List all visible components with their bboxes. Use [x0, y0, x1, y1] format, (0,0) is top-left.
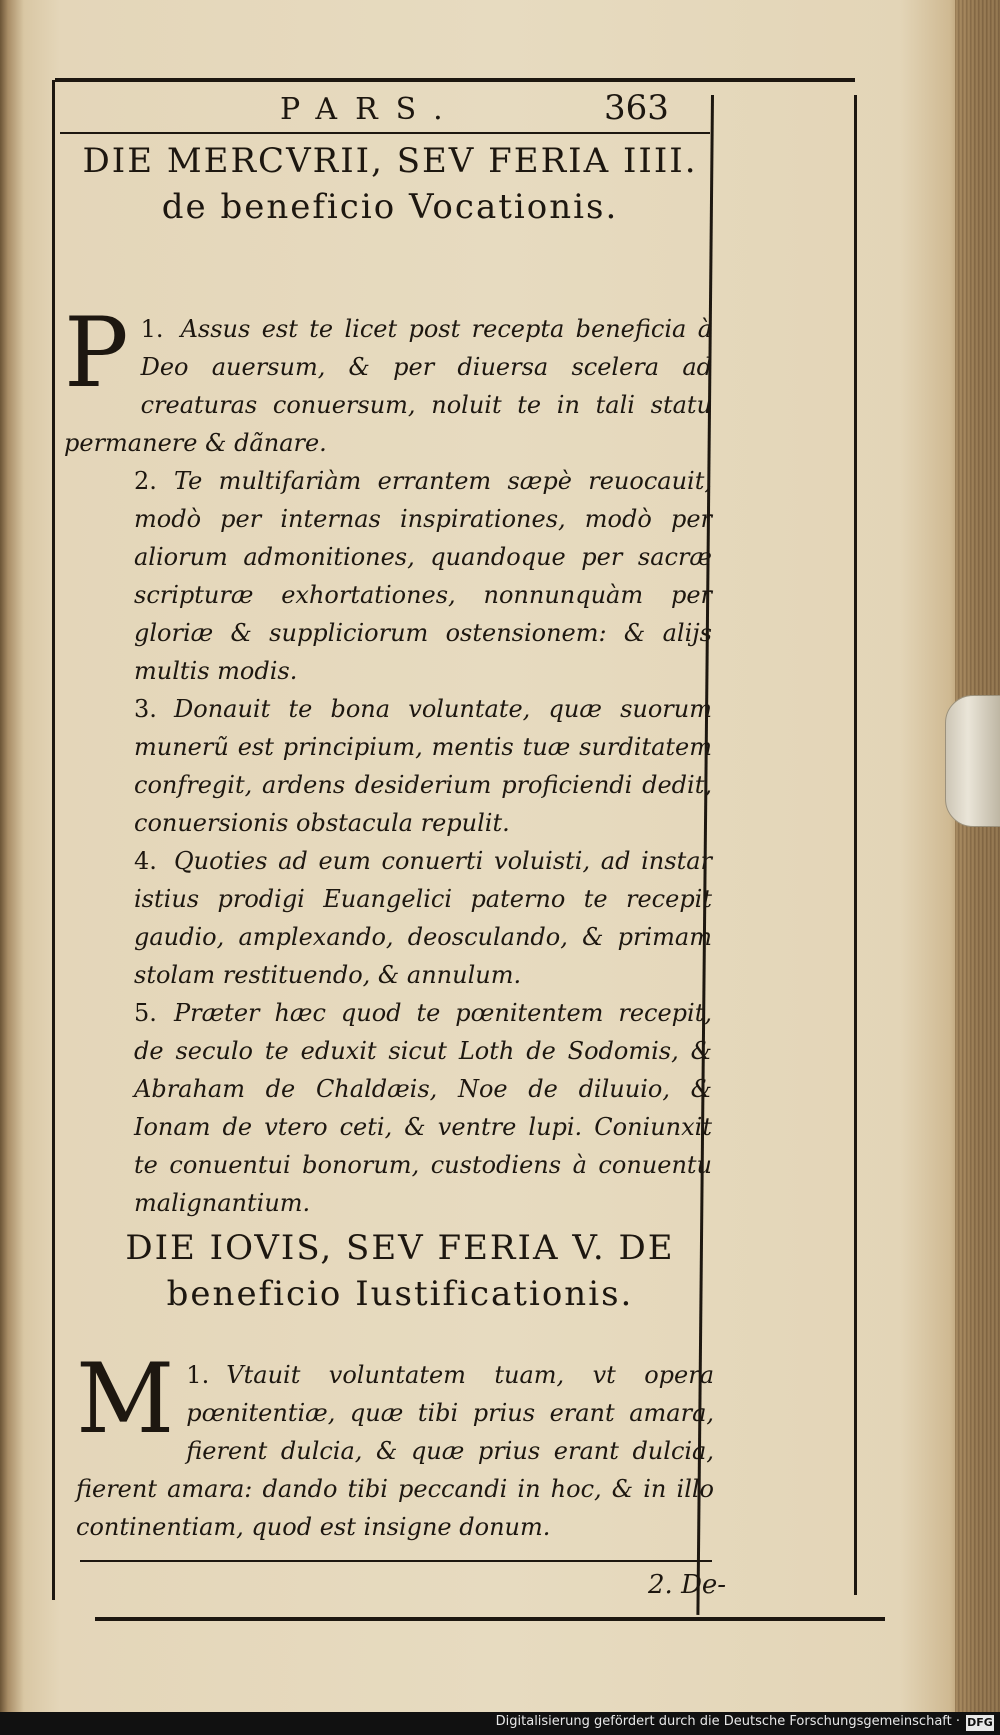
paragraph-5	[64, 994, 712, 1222]
paragraph-number: 3.	[134, 695, 157, 723]
paragraph-text: Assus est te licet post recepta beneficia à Deo auersum, & per diuersa scelera ad creaturas conuersum, noluit te in tali statu permanere & dãnare.	[64, 315, 712, 457]
paragraph-number: 1.	[186, 1361, 210, 1389]
catchword: 2. De-	[648, 1570, 727, 1600]
paragraph-number: 5.	[134, 999, 157, 1027]
outer-border-line	[854, 95, 857, 1595]
section-body-mercurii	[64, 297, 712, 1222]
paragraph-text: Vtauit voluntatem tuam, vt opera pœnitentiæ, quæ tibi prius erant amara, fierent dulcia, & quæ prius erant dulcia, fierent amara: dando tibi peccandi in hoc, & in illo continentiam, quod est insigne donum.	[76, 1361, 714, 1541]
paper-clip	[945, 695, 1000, 827]
footer-credit: Digitalisierung gefördert durch die Deutsche Forschungsgemeinschaft ·	[495, 1714, 960, 1729]
paragraph-number: 2.	[134, 467, 157, 495]
paragraph-number: 1.	[140, 315, 164, 343]
paragraph-text: Te multifariàm errantem sæpè reuocauit, modò per internas inspirationes, modò per aliorum admonitiones, quandoque per sacræ scripturæ exhortationes, nonnunquàm per gloriæ & suppliciorum ostensionem: & alijs multis modis.	[134, 467, 712, 685]
dfg-logo: DFG	[967, 1716, 993, 1729]
paragraph-text: Quoties ad eum conuerti voluisti, ad instar istius prodigi Euangelici paterno te recepit gaudio, amplexando, deosculando, & primam stolam restituendo, & annulum.	[134, 847, 712, 989]
paragraph-text: Donauit te bona voluntate, quæ suorum munerũ est principium, mentis tuæ surditatem confregit, ardens desiderium proficiendi dedit, conuersionis obstacula repulit.	[134, 695, 712, 837]
drop-cap: M	[76, 1343, 175, 1455]
section-title-iovis: DIE IOVIS, SEV FERIA V. DE beneficio Iustificationis.	[125, 1228, 675, 1314]
paragraph-1	[76, 1343, 714, 1546]
section-body-iovis	[76, 1343, 714, 1546]
paragraph-text: Præter hæc quod te pœnitentem recepit, de seculo te eduxit sicut Loth de Sodomis, & Abraham de Chaldæis, Noe de diluuio, & Ionam de vtero ceti, & ventre lupi. Coniunxit te conuentui bonorum, custodiens à conuentu malignantium.	[134, 999, 712, 1217]
bottom-rule	[95, 1617, 885, 1621]
page-number: 363	[604, 88, 669, 128]
running-head: PARS.	[280, 92, 461, 127]
text-bottom-rule	[80, 1560, 712, 1562]
paragraph-number: 4.	[134, 847, 157, 875]
left-border-line	[52, 80, 55, 1600]
top-rule	[55, 78, 855, 82]
drop-cap: P	[64, 297, 129, 409]
header-rule	[60, 132, 710, 134]
paragraph-2	[64, 462, 712, 690]
paragraph-4	[64, 842, 712, 994]
page-edge-stack	[955, 0, 1000, 1735]
paragraph-3	[64, 690, 712, 842]
section-title-mercurii: DIE MERCVRII, SEV FERIA IIII. de beneficio Vocationis.	[82, 141, 698, 227]
paragraph-1	[64, 297, 712, 462]
